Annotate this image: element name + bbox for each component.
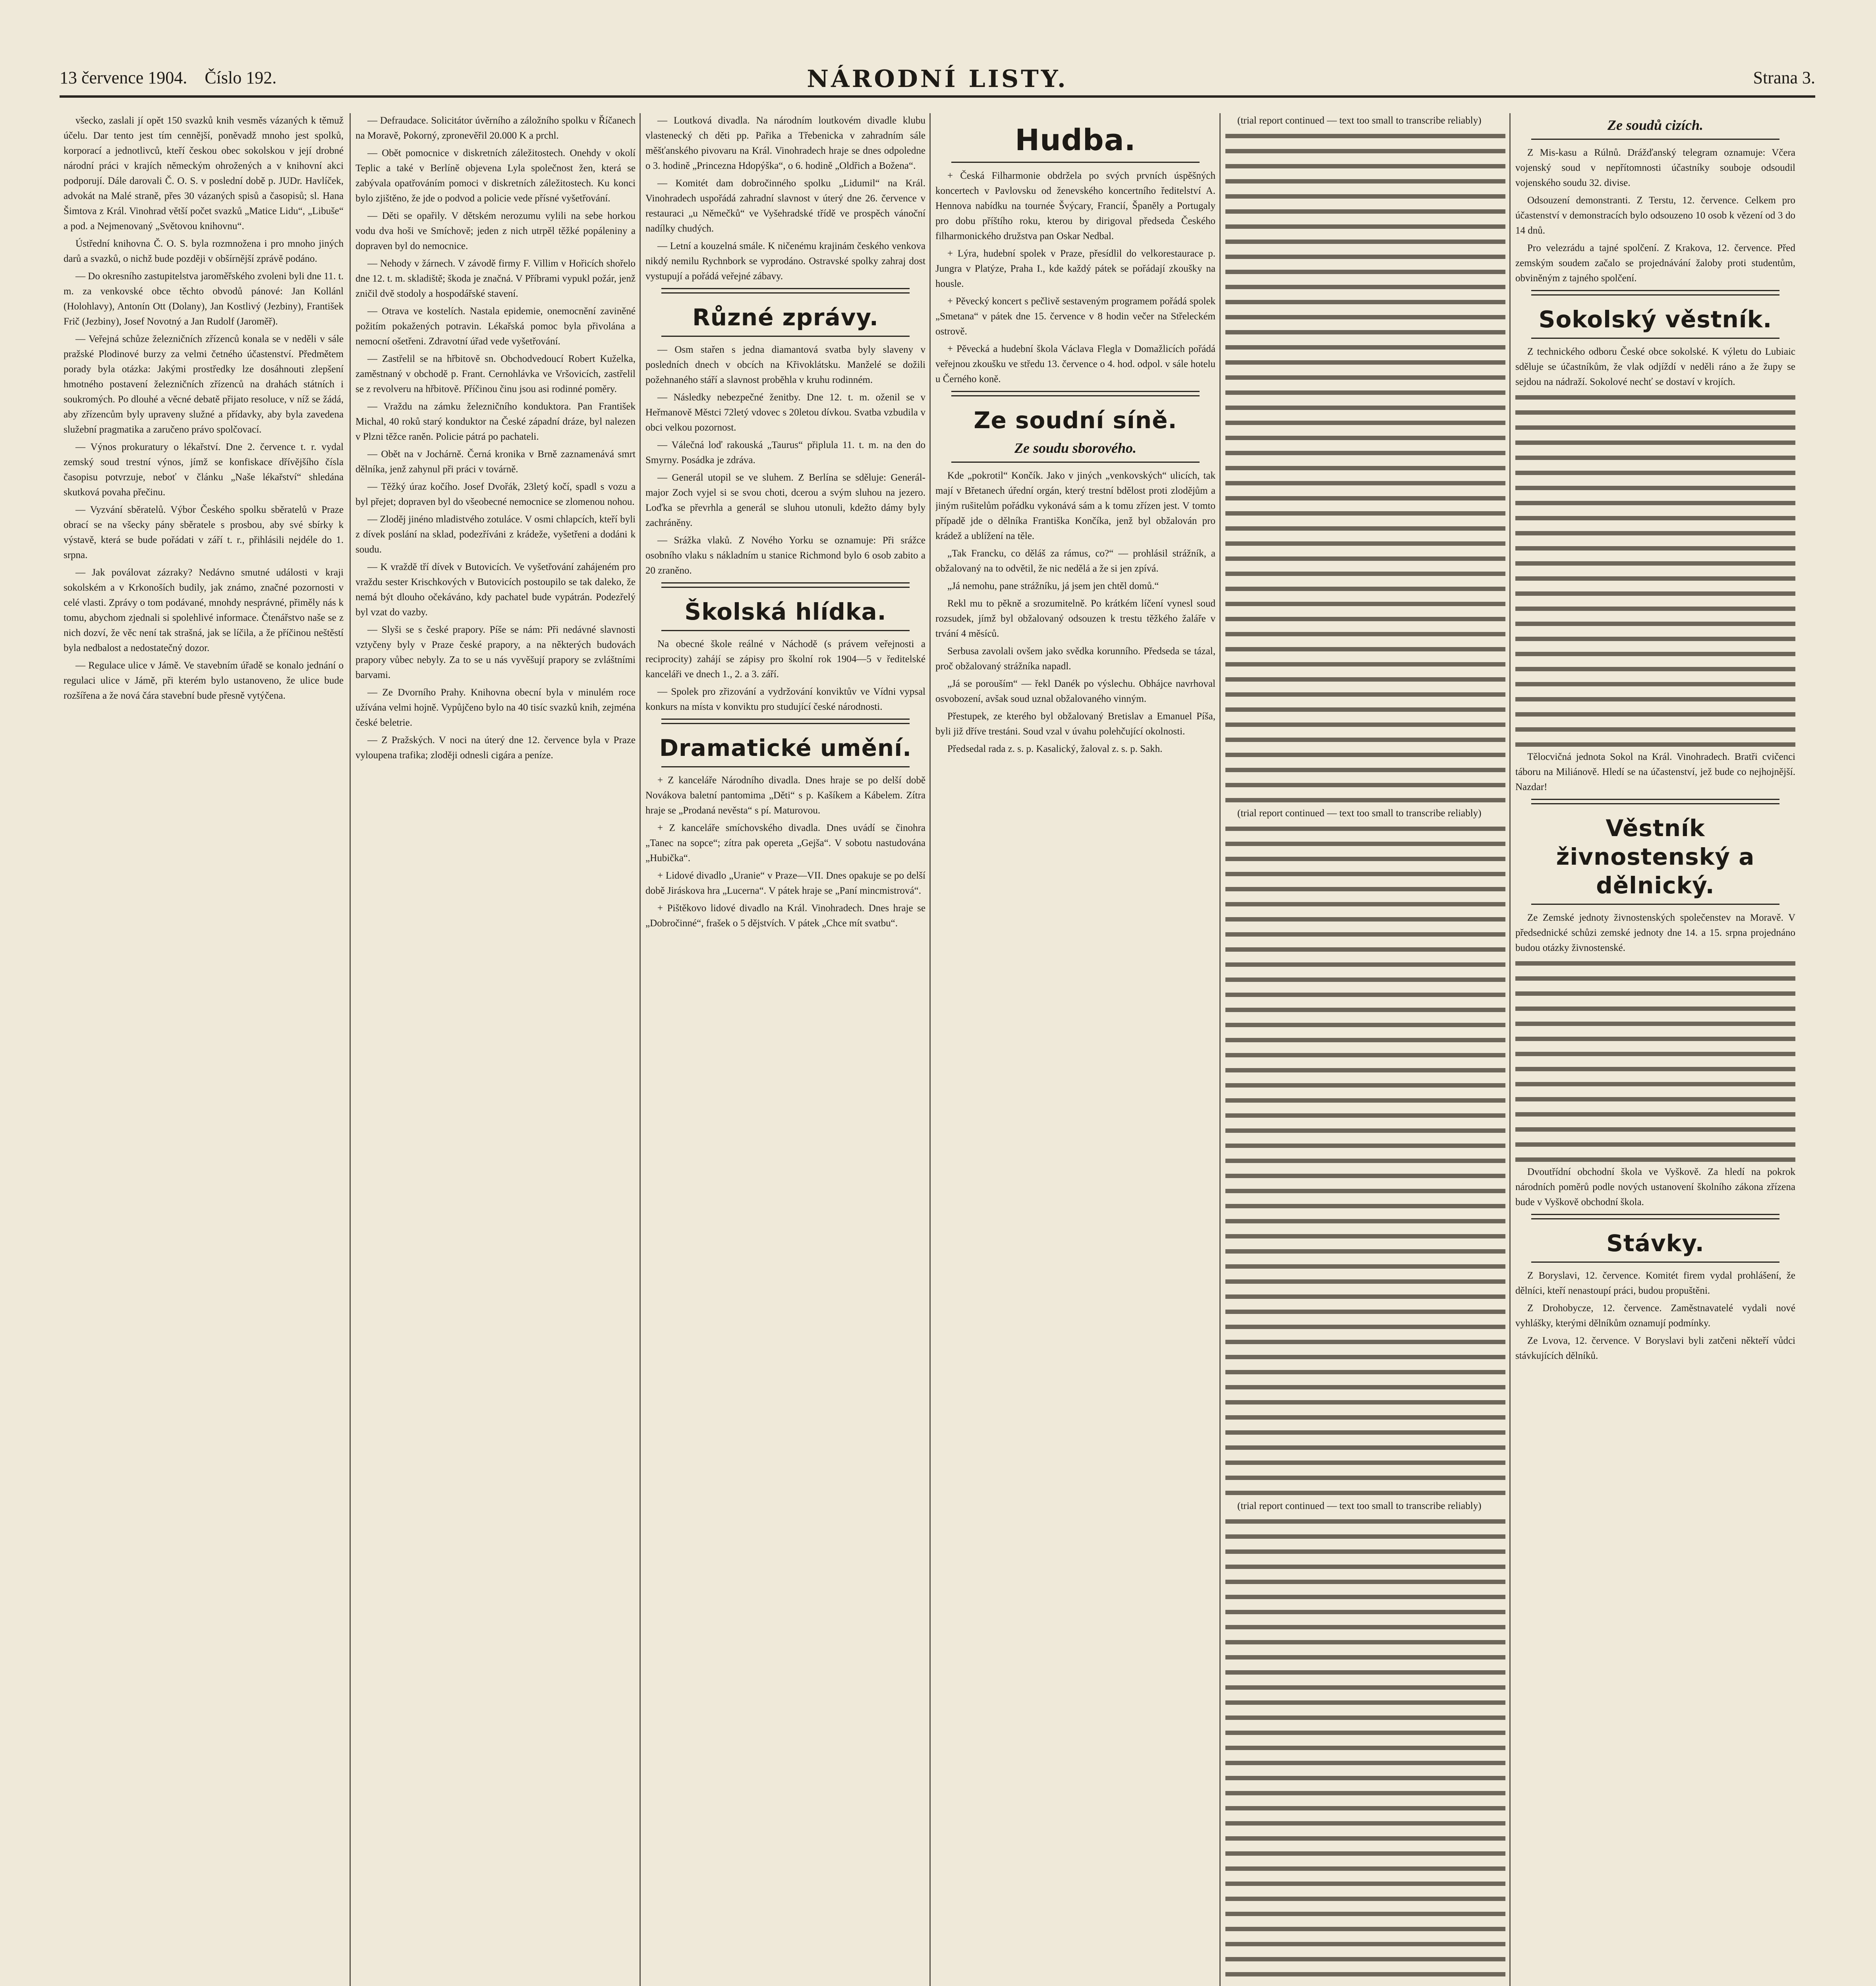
article: + Z kanceláře Národního divadla. Dnes hraje se po delší době Novákova baletní pantomima „Děti“ s p. Kašíkem a Kábelem. Zítra hraje se „Prodaná nevěsta“ s pí. Maturovou.: [645, 775, 925, 816]
article: + Pěvecká a hudební škola Václava Flegla v Domažlicích pořádá veřejnou zkoušku ve středu 13. července o 4. hod. odpol. v sále hotelu u Černého koně.: [935, 344, 1215, 384]
article: — Zastřelil se na hřbitově sn. Obchodvedoucí Robert Kuželka, zaměstnaný v obchodě p. Frant. Cernohlávka ve Vršovicích, zastřelil se z revolveru na hřbitově. Příčinou činu jsou asi rodinné poměry.: [355, 354, 636, 394]
article: — K vraždě tří dívek v Butovicích. Ve vyšetřování zahájeném pro vraždu sester Krischkových v Butovicích postoupilo se tak daleko, že nemá být dlouho očekáváno, kdy pachatel bude vypátrán. Podezřelý byl vzat do vazby.: [355, 562, 636, 618]
section-heading-vestnik-zivnostensky: Věstník živnostenský a dělnický.: [1556, 815, 1755, 899]
article: + Česká Filharmonie obdržela po svých prvních úspěšných koncertech v Pavlovsku od ženevského koncertního ředitelství A. Hennova nabídku na tournée Švýcary, Francií, Španěly a Portugaly pro dobu příštího roku, kterou by dirigoval předseda Českého filharmonického družstva pan Oskar Nedbal.: [935, 170, 1215, 241]
section-divider: [661, 336, 910, 337]
illegible-text-block: [1225, 823, 1505, 1499]
article: „Já nemohu, pane strážníku, já jsem jen chtěl domů.“: [947, 581, 1159, 591]
section-divider: [1531, 799, 1779, 804]
section-divider: [951, 162, 1200, 163]
article: + Lýra, hudební spolek v Praze, přesídlil do velkorestaurace p. Jungra v Platýze, Praha I., kde každý pátek se pořádají zkoušky na housle.: [935, 248, 1215, 289]
article: Tělocvičná jednota Sokol na Král. Vinohradech. Bratři cvičenci táboru na Miliánově. Hledí se na účastenství, jež bude co nejhojnější. Nazdar!: [1515, 752, 1795, 792]
section-heading-ze-soudu-cizich: Ze soudů cizích.: [1607, 117, 1703, 133]
article: + Pištěkovo lidové divadlo na Král. Vinohradech. Dnes hraje se „Dobročinné“, frašek o 5 dějstvích. V pátek „Chce mít svatbu“.: [645, 903, 925, 929]
section-heading-ze-soudni-sine: Ze soudní síně.: [974, 407, 1177, 434]
section-divider: [1531, 290, 1779, 296]
article: — Nehody v žárnech. V závodě firmy F. Villim v Hořicích shořelo dne 12. t. m. skladiště; škoda je značná. V Příbrami vypukl požár, jenž zničil dvě stodoly a hospodářské stavení.: [355, 258, 636, 299]
article: (trial report continued — text too small to transcribe reliably): [1237, 808, 1482, 819]
illegible-text-block: [1515, 958, 1795, 1165]
column-1: [64, 113, 344, 1986]
section-divider: [1531, 1262, 1779, 1263]
article: Předsedal rada z. s. p. Kasalický, žaloval z. s. p. Sakh.: [947, 744, 1163, 754]
article: Rekl mu to pěkně a srozumitelně. Po krátkém líčení vynesl soud rozsudek, jímž byl obžalovaný odsouzen k trestu těžkého žaláře v trvání 4 měsíců.: [935, 598, 1215, 639]
article: Z Mis-kasu a Rúlnů. Drážďanský telegram oznamuje: Včera vojenský soud v nepřítomnosti účastníky souboje odsoudil vojenského soudu 32. divise.: [1515, 147, 1795, 188]
illegible-text-block: [1225, 1516, 1505, 1986]
article: — Následky nebezpečné ženitby. Dne 12. t. m. oženil se v Heřmanově Městci 72letý vdovec s 20letou dívkou. Svatba vzbudila v obci velkou pozornost.: [645, 392, 925, 433]
article: Dvoutřídní obchodní škola ve Vyškově. Za hledí na pokrok národních poměrů podle nových ustanovení školního zákona zřízena bude v Vyškově obchodní škola.: [1515, 1167, 1795, 1207]
article: Kde „pokrotil“ Končík. Jako v jiných „venkovských“ ulicích, tak mají v Břetanech úřední orgán, který trestní bdělost proti zlodějům a jiným rušitelům pořádku vykonává sám a k tomu zřízen jest. V tomto případě jde o dělníka Františka Končíka, jenž byl obžalován pro krádež a ublížení na těle.: [935, 470, 1215, 541]
article: Ústřední knihovna Č. O. S. byla rozmnožena i pro mnoho jiných darů a svazků, o nichž bude později v obšírnější zprávě podáno.: [64, 238, 344, 264]
section-heading-stavky: Stávky.: [1606, 1230, 1704, 1257]
article: — Loutková divadla. Na národním loutkovém divadle klubu vlastenecký ch děti pp. Pařika a Třebenicka v zahradním sále měšťanského pivovaru na Král. Vinohradech hraje se dnes odpoledne o 3. hodině „Princezna Hdopýška“, o 6. hodině „Oldřich a Božena“.: [645, 115, 925, 171]
column-6: [1515, 113, 1795, 1986]
subsection-heading: Ze soudu sborového.: [1014, 440, 1137, 456]
article: — Těžký úraz kočího. Josef Dvořák, 23letý kočí, spadl s vozu a byl přejet; dopraven byl do všeobecné nemocnice se zlomenou nohou.: [355, 481, 636, 507]
section-heading-ruzne-zpravy: Různé zprávy.: [692, 304, 879, 331]
column-3: [645, 113, 925, 1986]
section-divider: [661, 719, 910, 724]
column-2: [355, 113, 636, 1986]
section-divider: [661, 582, 910, 588]
article: — Z Pražských. V noci na úterý dne 12. července byla v Praze vyloupena trafika; zloději odnesli cigára a peníze.: [355, 735, 636, 761]
article: — Zloděj jinéno mladistvého zotuláce. V osmi chlapcích, kteří byli z dívek poslání na sklad, podezříváni z krádeže, vyšetřeni a dodáni k soudu.: [355, 514, 636, 555]
article: Ze Zemské jednoty živnostenských společenstev na Moravě. V předsednické schůzi zemské jednoty dne 14. a 15. srpna projednáno budou otázky živnostenské.: [1515, 912, 1795, 953]
article: — Vraždu na zámku železničního konduktora. Pan František Michal, 40 roků starý konduktor na České západní dráze, byl nalezen v Plzni těžce raněn. Policie pátrá po pachateli.: [355, 401, 636, 442]
column-rule: [929, 113, 931, 1986]
article: — Obět pomocnice v diskretních záležitostech. Onehdy v okolí Teplic a také v Berlíně objevena Lyla společnost žen, která se zabývala opatřováním pomoci v diskretních záležitostech. Ku konci bylo zjištěno, že jde o podvod a policie vede přísné vyšetřování.: [355, 148, 636, 204]
article: — Válečná loď rakouská „Taurus“ připlula 11. t. m. na den do Smyrny. Posádka je zdráva.: [645, 440, 925, 466]
article: — Letní a kouzelná smále. K ničenému krajinám českého venkova nikdý nemilu Rychnbork se vyprodáno. Ostravské spolky zahraj dost vystupují a pořádá veřejné zábavy.: [645, 241, 925, 282]
masthead-page-number: Strana 3.: [1753, 68, 1815, 87]
article: — Děti se opařily. V dětském nerozumu vylili na sebe horkou vodu dva hoši ve Smíchově; jeden z nich utrpěl těžké popáleniny a dopraven byl do nemocnice.: [355, 211, 636, 251]
section-heading-hudba: Hudba.: [1015, 123, 1136, 157]
illegible-text-block: [1515, 392, 1795, 750]
article: — Vyzvání sběratelů. Výbor Českého spolku sběratelů v Praze obrací se na všecky pány sběratele s prosbou, aby své sbírky k výstavě, která se bude pořádati v září t. r., přihlásili nejdéle do 1. srpna.: [64, 504, 344, 560]
article: — Spolek pro zřizování a vydržování konviktův ve Vídni vypsal konkurs na místa v konviktu pro studující české národnosti.: [645, 686, 925, 712]
article: — Osm stařen s jedna diamantová svatba byly slaveny v posledních dnech v obcích na Křivoklátsku. Manželé se dožili požehnaného stáří a slavnost proběhla v kruhu rodinném.: [645, 344, 925, 385]
column-rule: [1219, 113, 1221, 1986]
article: Serbusa zavolali ovšem jako svědka korunního. Předseda se tázal, proč obžalovaný strážníka napadl.: [935, 646, 1215, 672]
article: Z Drohobycze, 12. července. Zaměstnavatelé vydali nové vyhlášky, kterými dělníkům oznamují podmínky.: [1515, 1303, 1795, 1329]
article: Z technického odboru České obce sokolské. K výletu do Lubiaic sděluje se účastníkům, že vlak odjíždí v neděli ráno a že župy se sejdou na nádraží. Sokolové nechť se dostaví v krojích.: [1515, 346, 1795, 387]
article: Odsouzení demonstranti. Z Terstu, 12. července. Celkem pro účastenství v demonstracích bylo odsouzeno 10 osob k vězení od 3 do 14 dnů.: [1515, 195, 1795, 236]
article: Ze Lvova, 12. července. V Boryslavi byli zatčeni někteří vůdci stávkujících dělníků.: [1515, 1335, 1795, 1361]
masthead-title: NÁRODNÍ LISTY.: [807, 65, 1068, 93]
article: „Já se porouším“ — řekl Danék po výslechu. Obhájce navrhoval osvobození, avšak soud uznal obžalovaného vinným.: [935, 678, 1215, 704]
article: (trial report continued — text too small to transcribe reliably): [1237, 1501, 1482, 1511]
article: — Srážka vlaků. Z Nového Yorku se oznamuje: Při srážce osobního vlaku s nákladním u stanice Richmond bylo 6 osob zabito a 20 zraněno.: [645, 535, 925, 576]
masthead-date-issue: 13 července 1904. Číslo 192.: [60, 68, 277, 87]
section-heading-skolska-hlidka: Školská hlídka.: [684, 598, 887, 625]
article: všecko, zaslali jí opět 150 svazků knih vesměs vázaných k těmuž účelu. Dar tento jest tím cennější, poněvadž mnoho jest spolků, korporací a jednotlivců, kteří českou obec sokolskou v její drobné národní práci v krajích německým ohrožených a v knihovní akci podporují. Dále darovali Č. O. S. v poslední době p. JUDr. Havlíček, advokát na Malé straně, přes 30 vázaných spisů a časopisů; sl. Hana Šimtova z Král. Vinohrad větší počet svazků „Matice Lidu“, „Libuše“ a pod. a Nejmenovaný „Světovou knihovnu“.: [64, 115, 344, 232]
section-divider: [1531, 338, 1779, 339]
column-rule: [640, 113, 641, 1986]
article: — Otrava ve kostelích. Nastala epidemie, onemocnění zaviněné požitím pokažených potravin. Lékařská pomoc byla přivolána a nemocní ošetřeni. Zdravotní úřad vede vyšetřování.: [355, 306, 636, 347]
section-divider: [1531, 1214, 1779, 1219]
section-divider: [661, 630, 910, 631]
article: Přestupek, ze kterého byl obžalovaný Bretislav a Emanuel Píša, byli již dříve trestáni. Soud vzal v úvahu polehčující okolnosti.: [935, 711, 1215, 737]
article: — Generál utopil se ve sluhem. Z Berlína se sděluje: Generál-major Zoch vyjel si se svou choti, dcerou a svým sluhou na jezero. Loďka se převrhla a generál se sluhou utonuli, kdežto dámy byly zachráněny.: [645, 472, 925, 528]
article: Pro velezrádu a tajné spolčení. Z Krakova, 12. července. Před zemským soudem začalo se projednávání žaloby proti studentům, obviněným z tajného spolčení.: [1515, 243, 1795, 284]
section-divider: [1531, 139, 1779, 140]
article: — Regulace ulice v Jámě. Ve stavebním úřadě se konalo jednání o regulaci ulice v Jámě, při kterém bylo ustanoveno, že ulice bude rozšířena a že nová čára stavební bude přesně vytýčena.: [64, 660, 344, 701]
section-divider: [661, 766, 910, 767]
article: Z Boryslavi, 12. července. Komitét firem vydal prohlášení, že dělníci, kteří nenastoupí práci, budou propuštěni.: [1515, 1270, 1795, 1296]
column-rule: [1509, 113, 1511, 1986]
column-rule: [350, 113, 351, 1986]
article: — Výnos prokuratury o lékařství. Dne 2. července t. r. vydal zemský soud trestní výnos, jímž se konfiskace dřívějšího čísla časopisu potvrzuje, neboť v článku „Naše lékařství“ shledána skutková povaha přečinu.: [64, 442, 344, 498]
article: — Ze Dvorního Prahy. Knihovna obecní byla v minulém roce užívána velmi hojně. Vypůjčeno bylo na 40 tisíc svazků knih, zejména české beletrie.: [355, 687, 636, 728]
article: — Obět na v Jochárně. Černá kronika v Brně zaznamenává smrt dělníka, jenž zahynul při práci v továrně.: [355, 449, 636, 475]
article: — Veřejná schůze železničních zřízenců konala se v neděli v sále pražské Plodinové burzy za velmi četného účastenství. Předmětem porady byla otázka: Jakými prostředky lze dosáhnouti zlepšení hmotného postavení železničních zřízenců na drahách státních i soukromých. Po dlouhé a věcné debatě přijato resoluce, v níž se žádá, aby zřízencům byly upraveny služné a přídavky, aby byla zavedena služební pragmatika a zaručeno právo spolčovací.: [64, 334, 344, 435]
article: + Z kanceláře smíchovského divadla. Dnes uvádí se činohra „Tanec na sopce“; zítra pak opereta „Gejša“. V sobotu nastudována „Hubička“.: [645, 823, 925, 864]
section-divider: [1531, 904, 1779, 905]
masthead: [60, 65, 1815, 98]
section-heading-dramaticke-umeni: Dramatické umění.: [659, 734, 912, 761]
article: + Pěvecký koncert s pečlivě sestaveným programem pořádá spolek „Smetana“ v pátek dne 15. července v 8 hodin večer na Střeleckém ostrově.: [935, 296, 1215, 337]
illegible-text-block: [1225, 131, 1505, 806]
article: — Komitét dam dobročinného spolku „Lidumil“ na Král. Vinohradech uspořádá zahradní slavnost v úterý dne 26. července v restauraci „u Němečků“ ve Vyšehradské třídě ve prospěch vánoční nadílky chudých.: [645, 178, 925, 234]
article: — Slyši se s české prapory. Píše se nám: Při nedávné slavnosti vztyčeny byly v Praze české prapory, a na některých budovách prapory vůbec nebyly. Za to se u nás vyvěšují prapory se zvláštními barvami.: [355, 624, 636, 680]
article: (trial report continued — text too small to transcribe reliably): [1237, 115, 1482, 126]
article: „Tak Francku, co děláš za rámus, co?“ — prohlásil strážník, a obžalovaný na to odvětil, že nic nedělá a že si jen zpívá.: [935, 548, 1215, 574]
section-divider: [661, 288, 910, 294]
column-5: [1225, 113, 1505, 1986]
article: — Do okresního zastupitelstva jaroměřského zvoleni byli dne 11. t. m. za venkovské obce těchto obvodů pánové: Jan Kollánl (Holohlavy), Antonín Ott (Dolany), Jan Kostlivý (Jezbiny), František Frič (Jezbiny), Josef Novotný a Jan Rudolf (Jaroměř).: [64, 271, 344, 327]
article: — Defraudace. Solicitátor úvěrního a záložního spolku v Říčanech na Moravě, Pokorný, zpronevěřil 20.000 K a prchl.: [355, 115, 636, 141]
section-divider: [951, 391, 1200, 396]
article: + Lidové divadlo „Uranie“ v Praze—VII. Dnes opakuje se po delší době Jiráskova hra „Lucerna“. V pátek hraje se „Paní mincmistrová“.: [645, 870, 925, 896]
article: — Jak poválovat zázraky? Nedávno smutné události v kraji sokolském a v Krkonoších budily, jak známo, značné pozornosti v celé vlasti. Zprávy o tom podávané, mnohdy nesprávné, přiměly nás k tomu, abychom zjednali si spolehlivé informace. Čtenářstvo naše se z nich dozví, že věc není tak strašná, jak se líčila, a že příčinou neštěstí byla nedbalost a nedostatečný dozor.: [64, 567, 344, 653]
section-heading-sokolsky-vestnik: Sokolský věstník.: [1538, 306, 1772, 333]
column-4: [935, 113, 1215, 1986]
article: Na obecné škole reálné v Náchodě (s právem veřejnosti a reciprocity) zahájí se zápisy pro školní rok 1904—5 v ředitelské kanceláři ve dnech 1., 2. a 3. září.: [645, 639, 925, 680]
section-divider: [951, 462, 1200, 463]
